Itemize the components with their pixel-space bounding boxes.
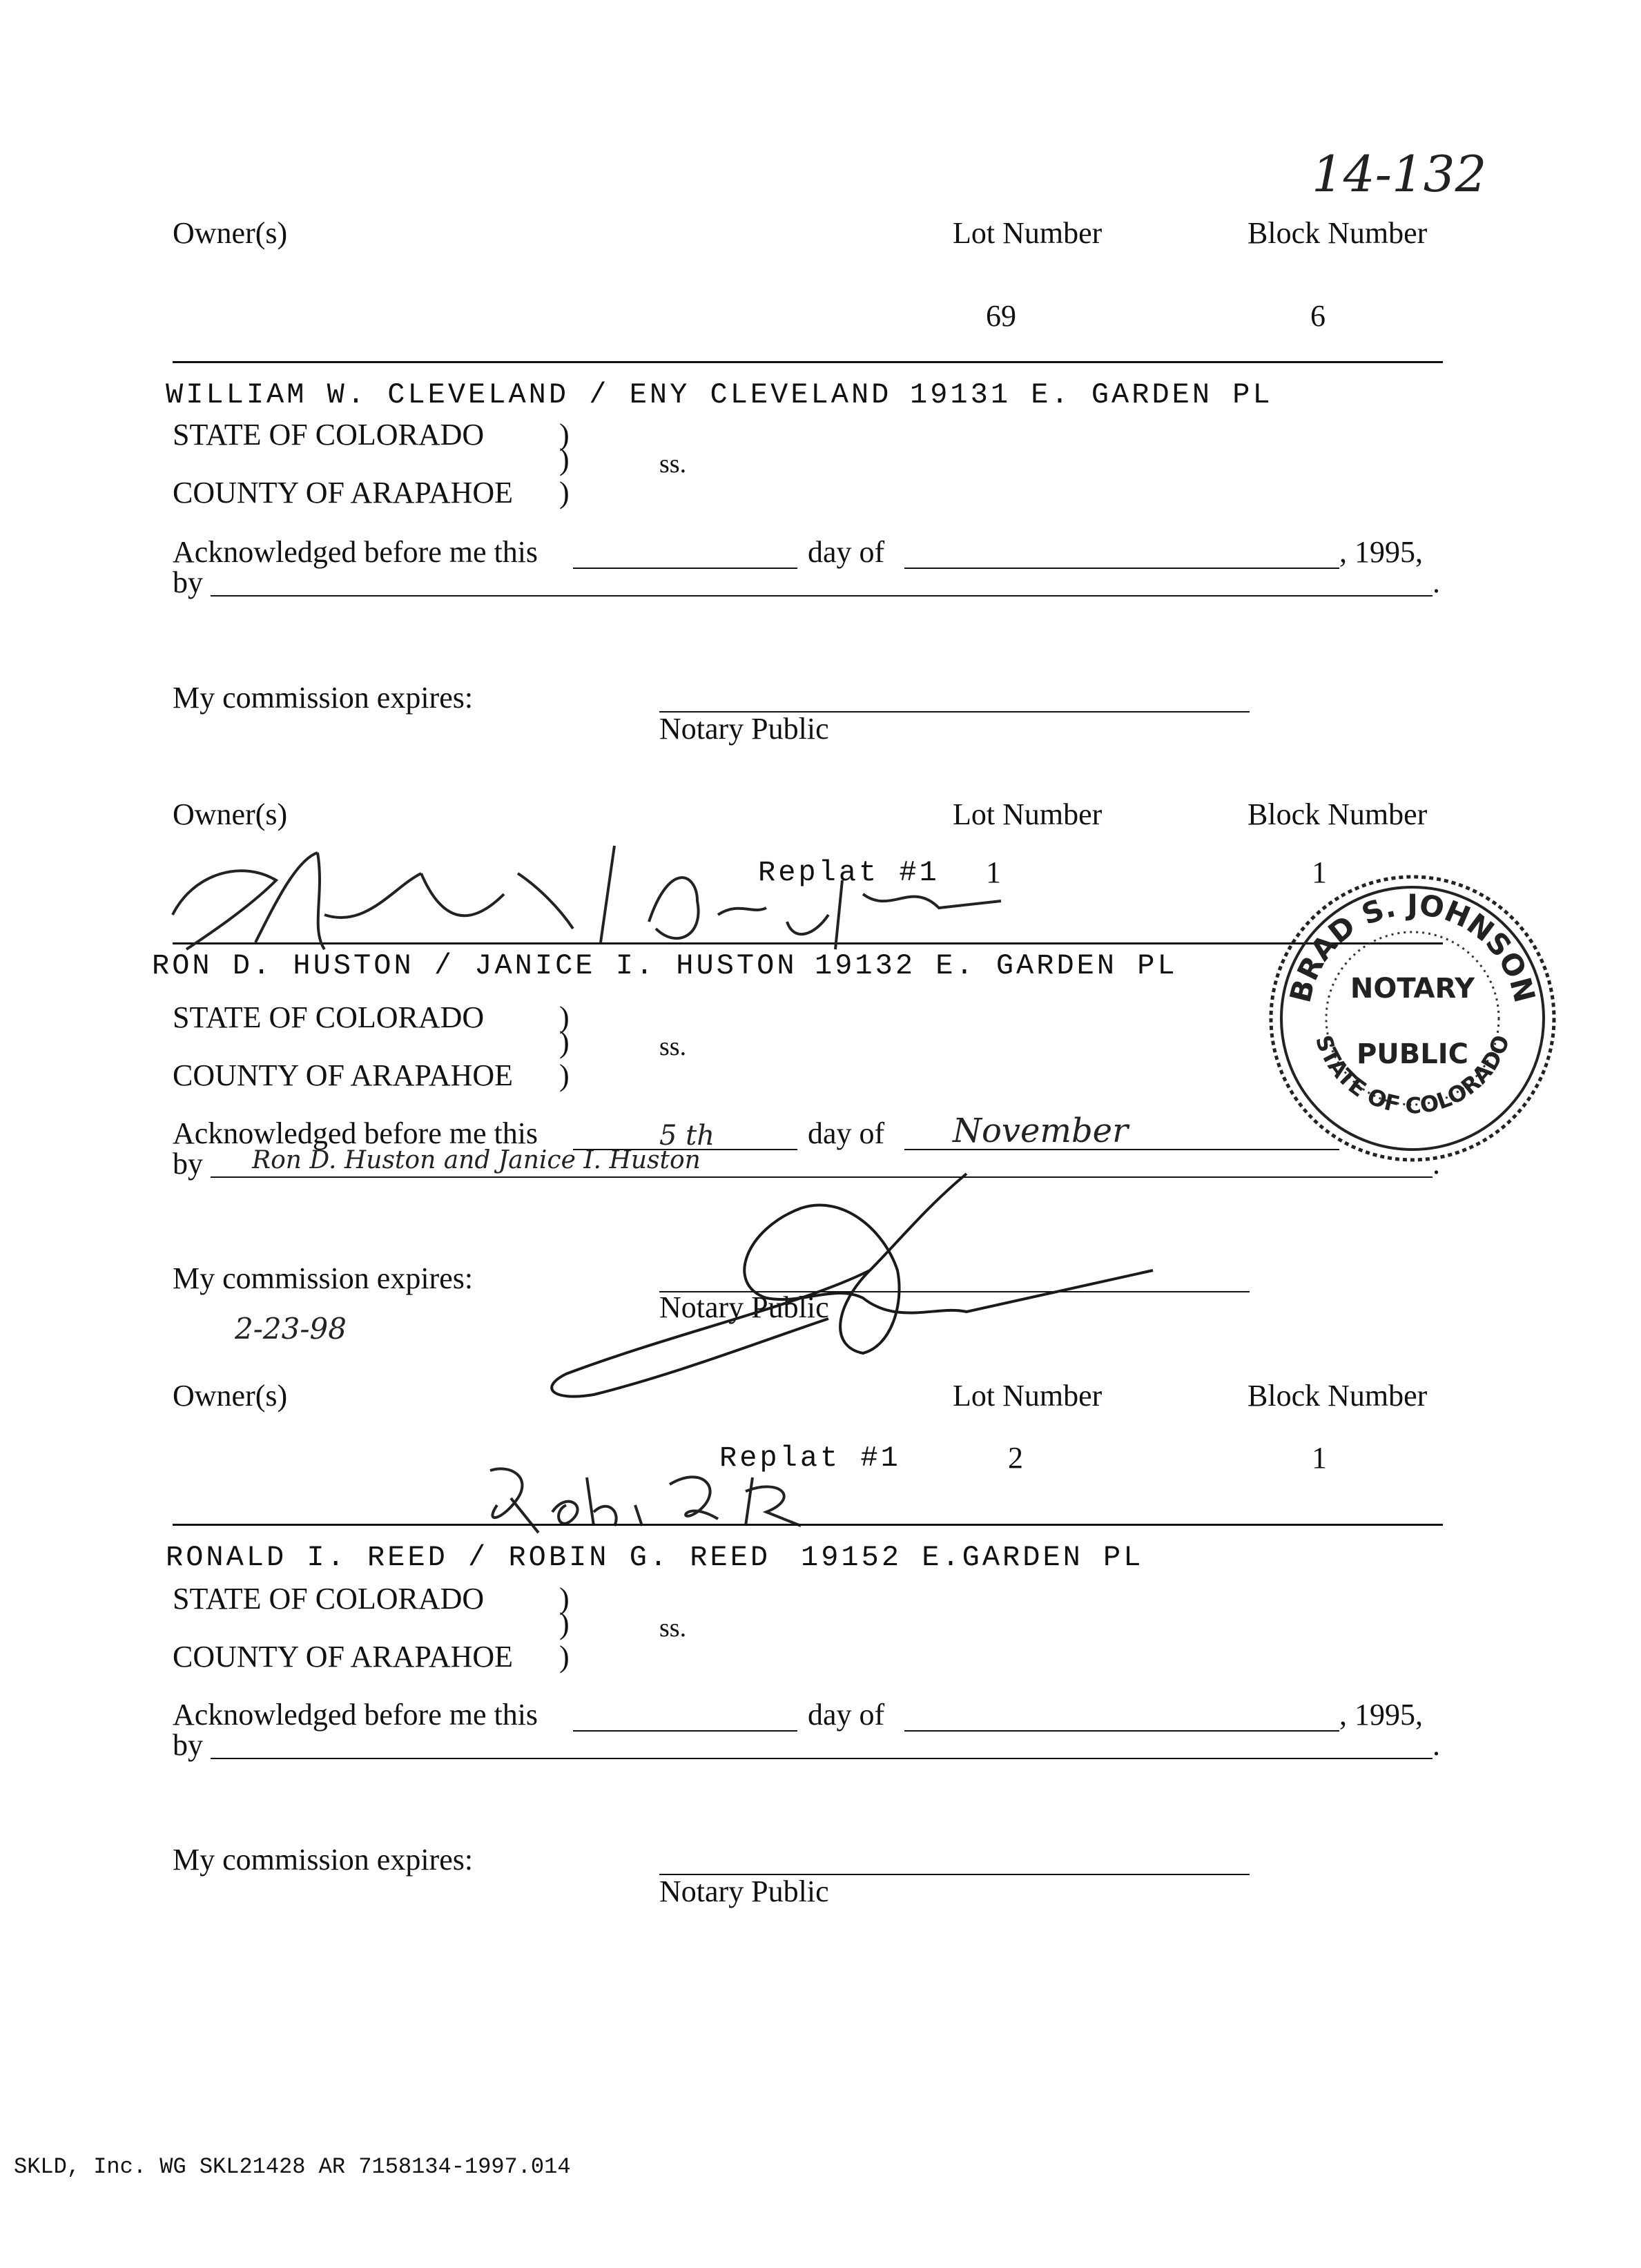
- by-label: by: [173, 565, 203, 599]
- owners-header: Owner(s): [173, 1379, 288, 1413]
- owner-signature-line: [173, 1524, 1443, 1526]
- county-label: COUNTY OF ARAPAHOE: [173, 1058, 514, 1092]
- block-number-header: Block Number: [1247, 1379, 1428, 1413]
- month-blank: [904, 1730, 1339, 1732]
- lot-number-header: Lot Number: [953, 1379, 1103, 1413]
- lot-value: 1: [986, 855, 1001, 889]
- block-number-header: Block Number: [1247, 797, 1428, 831]
- commission-label: My commission expires:: [173, 681, 474, 715]
- handwritten-day: 5 th: [659, 1120, 715, 1152]
- acknowledged-label: Acknowledged before me this: [173, 1116, 538, 1150]
- ss-label: ss.: [659, 1032, 687, 1061]
- owner-signature: [145, 832, 1111, 963]
- acknowledged-label: Acknowledged before me this: [173, 535, 538, 569]
- day-of-label: day of: [808, 1698, 885, 1732]
- owner-signature-line: [173, 361, 1443, 363]
- state-label: STATE OF COLORADO: [173, 1000, 485, 1034]
- replat-label: Replat #1: [719, 1442, 901, 1475]
- acknowledged-label: Acknowledged before me this: [173, 1698, 538, 1732]
- lot-value: 69: [986, 299, 1016, 333]
- period: .: [1433, 565, 1440, 599]
- block-value: 6: [1310, 299, 1326, 333]
- paren: ): [559, 418, 570, 452]
- replat-label: Replat #1: [758, 856, 940, 889]
- by-label: by: [173, 1728, 203, 1762]
- county-label: COUNTY OF ARAPAHOE: [173, 476, 514, 510]
- paren: ): [559, 476, 570, 510]
- by-blank: [211, 595, 1433, 597]
- commission-label: My commission expires:: [173, 1843, 474, 1877]
- notary-public-label: Notary Public: [659, 1874, 829, 1908]
- year-label: , 1995,: [1339, 535, 1423, 569]
- seal-name: BRAD S. JOHNSON: [1283, 887, 1542, 1006]
- paren: ): [559, 1000, 570, 1034]
- footer-reference: SKLD, Inc. WG SKL21428 AR 7158134-1997.014: [14, 2154, 571, 2180]
- owner-names: WILLIAM W. CLEVELAND / ENY CLEVELAND: [166, 378, 892, 411]
- paren: ): [559, 443, 570, 476]
- period: .: [1433, 1728, 1440, 1762]
- paren: ): [559, 1607, 570, 1640]
- block-value: 1: [1312, 1441, 1327, 1475]
- year-label: , 1995,: [1339, 1698, 1423, 1732]
- block-number-header: Block Number: [1247, 216, 1428, 250]
- lot-number-header: Lot Number: [953, 216, 1103, 250]
- handwritten-by: Ron D. Huston and Janice I. Huston: [252, 1146, 701, 1174]
- seal-state: STATE OF COLORADO: [1310, 1031, 1515, 1119]
- day-of-label: day of: [808, 535, 885, 569]
- ss-label: ss.: [659, 449, 687, 478]
- ss-label: ss.: [659, 1613, 687, 1642]
- owner-address: 19132 E. GARDEN PL: [815, 949, 1178, 982]
- lot-number-header: Lot Number: [953, 797, 1103, 831]
- day-blank: [573, 1730, 797, 1732]
- commission-date: 2-23-98: [235, 1312, 347, 1346]
- state-label: STATE OF COLORADO: [173, 1582, 485, 1616]
- block-value: 1: [1312, 855, 1327, 889]
- notary-seal: [1261, 866, 1564, 1170]
- owner-address: 19152 E.GARDEN PL: [801, 1541, 1144, 1574]
- owner-signature: [476, 1450, 835, 1540]
- paren: ): [559, 1640, 570, 1674]
- owner-names: RON D. HUSTON / JANICE I. HUSTON: [152, 949, 797, 982]
- day-of-label: day of: [808, 1116, 885, 1150]
- paren: ): [559, 1025, 570, 1059]
- owners-header: Owner(s): [173, 797, 288, 831]
- owner-address: 19131 E. GARDEN PL: [910, 378, 1273, 411]
- notary-public-label: Notary Public: [659, 1290, 829, 1324]
- month-blank: [904, 568, 1339, 569]
- by-label: by: [173, 1147, 203, 1181]
- day-blank: [573, 568, 797, 569]
- notary-signature: [538, 1167, 1174, 1402]
- page-number: 14-132: [1312, 145, 1487, 203]
- commission-label: My commission expires:: [173, 1261, 474, 1295]
- state-label: STATE OF COLORADO: [173, 418, 485, 452]
- lot-value: 2: [1008, 1441, 1023, 1475]
- owners-header: Owner(s): [173, 216, 288, 250]
- seal-notary: NOTARY: [1350, 973, 1475, 1005]
- seal-public: PUBLIC: [1356, 1038, 1469, 1070]
- paren: ): [559, 1582, 570, 1616]
- period: .: [1433, 1147, 1440, 1181]
- by-blank: [211, 1758, 1433, 1759]
- notary-public-label: Notary Public: [659, 712, 829, 746]
- paren: ): [559, 1058, 570, 1092]
- handwritten-month: November: [953, 1112, 1129, 1150]
- owner-names: RONALD I. REED / ROBIN G. REED: [166, 1541, 771, 1574]
- county-label: COUNTY OF ARAPAHOE: [173, 1640, 514, 1674]
